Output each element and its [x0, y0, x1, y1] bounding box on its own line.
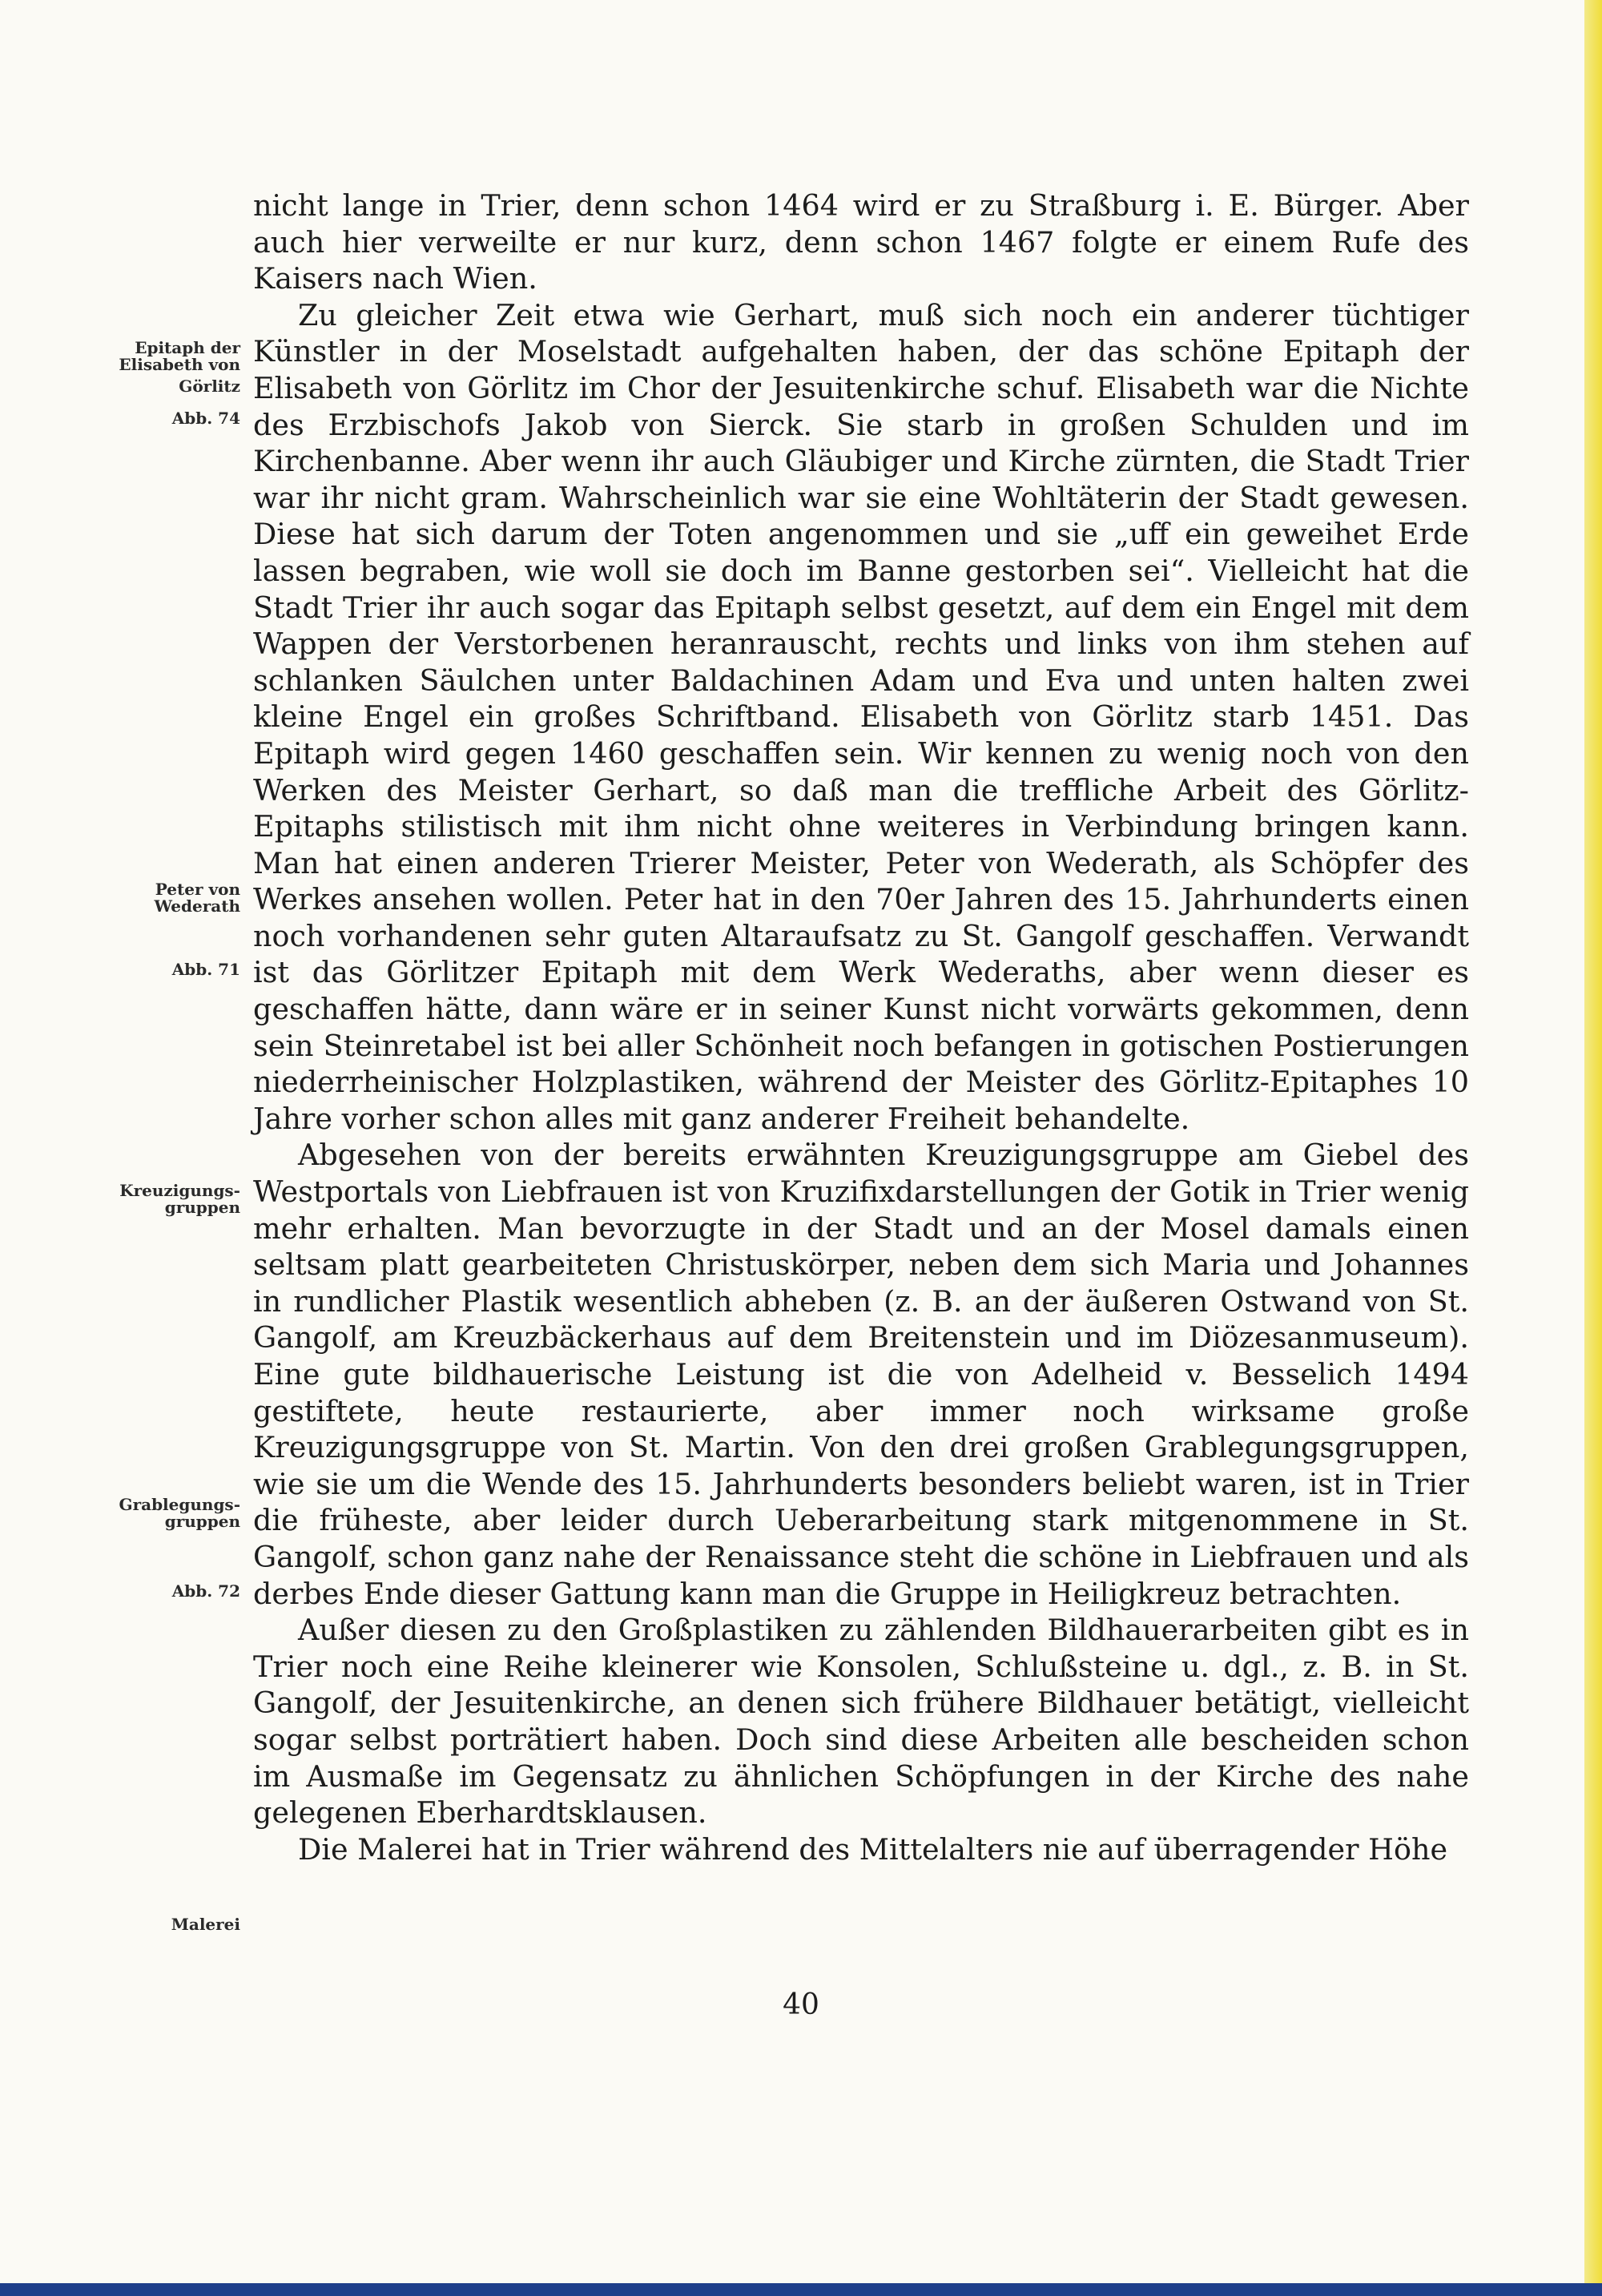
margin-note-abb-71: Abb. 71	[171, 960, 240, 979]
margin-note-peter-von-wederath	[154, 881, 240, 915]
margin-note-malerei: Malerei	[171, 1915, 240, 1934]
margin-note-line: Epitaph der	[135, 338, 240, 357]
margin-note-abb-72: Abb. 72	[171, 1581, 240, 1601]
paragraph-2: Zu gleicher Zeit etwa wie Gerhart, muß sich noch ein anderer tüchtiger Künstler in der Moselstadt aufgehalten haben, der das schöne Epitaph der Elisabeth von Görlitz im Chor der Jesuitenkirche schuf. Elisabeth war die Nichte des Erzbischofs Jakob von Sierck. Sie starb in großen Schulden und im Kirchenbanne. Aber wenn ihr auch Gläubiger und Kirche zürnten, die Stadt Trier war ihr nicht gram. Wahrscheinlich war sie eine Wohltäterin der Stadt gewesen. Diese hat sich darum der Toten angenommen und sie „uff ein geweihet Erde lassen begraben, wie woll sie doch im Banne gestorben sei“. Vielleicht hat die Stadt Trier ihr auch sogar das Epitaph selbst gesetzt, auf dem ein Engel mit dem Wappen der Verstorbenen heranrauscht, rechts und links von ihm stehen auf schlanken Säulchen unter Baldachinen Adam und Eva und unten halten zwei kleine Engel ein großes Schriftband. Elisabeth von Görlitz starb 1451. Das Epitaph wird gegen 1460 geschaffen sein. Wir kennen zu wenig noch von den Werken des Meister Gerhart, so daß man die treffliche Arbeit des Görlitz-Epitaphs stilistisch mit ihm nicht ohne weiteres in Verbindung bringen kann. Man hat einen anderen Trierer Meister, Peter von Wederath, als Schöpfer des Werkes ansehen wollen. Peter hat in den 70er Jahren des 15. Jahrhunderts einen noch vorhandenen sehr guten Altaraufsatz zu St. Gangolf geschaffen. Verwandt ist das Görlitzer Epitaph mit dem Werk Wederaths, aber wenn dieser es geschaffen hätte, dann wäre er in seiner Kunst nicht vorwärts gekommen, denn sein Steinretabel ist bei aller Schönheit noch befangen in gotischen Postierungen niederrheinischer Holzplastiken, während der Meister des Görlitz-Epitaphes 10 Jahre vorher schon alles mit ganz anderer Freiheit behandelte.	[253, 297, 1469, 1136]
margin-note-epitaph	[119, 340, 240, 395]
page-edge	[1584, 0, 1602, 2296]
margin-note-abb-74: Abb. 74	[171, 409, 240, 428]
paragraph-5: Die Malerei hat in Trier während des Mittelalters nie auf überragender Höhe	[298, 1831, 1448, 1867]
margin-note-line: gruppen	[164, 1198, 240, 1217]
scan-bottom-band	[0, 2283, 1602, 2296]
body-text	[253, 187, 1469, 1867]
margin-note-grablegungsgruppen	[119, 1496, 241, 1530]
margin-note-line: Wederath	[154, 896, 240, 916]
margin-note-line: Görlitz	[179, 377, 240, 396]
margin-note-line: Elisabeth von	[119, 355, 240, 374]
margin-note-line: Grablegungs-	[119, 1495, 240, 1514]
margin-note-kreuzigungsgruppen	[119, 1182, 240, 1216]
page-number: 40	[783, 1988, 819, 2021]
paragraph-1: nicht lange in Trier, denn schon 1464 wird er zu Straßburg i. E. Bürger. Aber auch hier verweilte er nur kurz, denn schon 1467 folgte er einem Rufe des Kaisers nach Wien.	[253, 188, 1469, 296]
paragraph-4: Außer diesen zu den Großplastiken zu zählenden Bildhauerarbeiten gibt es in Trier noch eine Reihe kleinerer wie Konsolen, Schlußsteine u. dgl., z. B. in St. Gangolf, der Jesuitenkirche, an denen sich frühere Bildhauer betätigt, vielleicht sogar selbst porträtiert haben. Doch sind diese Arbeiten alle bescheiden schon im Ausmaße im Gegensatz zu ähnlichen Schöpfungen in der Kirche des nahe gelegenen Eberhardtsklausen.	[253, 1613, 1469, 1831]
margin-note-line: gruppen	[164, 1512, 240, 1531]
margin-note-line: Kreuzigungs-	[119, 1181, 240, 1200]
margin-note-line: Peter von	[155, 880, 240, 899]
paragraph-3: Abgesehen von der bereits erwähnten Kreuzigungsgruppe am Giebel des Westportals von Liebfrauen ist von Kruzifixdarstellungen der Gotik in Trier wenig mehr erhalten. Man bevorzugte in der Stadt und an der Mosel damals einen seltsam platt gearbeiteten Christuskörper, neben dem sich Maria und Johannes in rundlicher Plastik wesentlich abheben (z. B. an der äußeren Ostwand von St. Gangolf, am Kreuzbäckerhaus auf dem Breitenstein und im Diözesanmuseum). Eine gute bildhauerische Leistung ist die von Adelheid v. Besselich 1494 gestiftete, heute restaurierte, aber immer noch wirksame große Kreuzigungsgruppe von St. Martin. Von den drei großen Grablegungsgruppen, wie sie um die Wende des 15. Jahrhunderts besonders beliebt waren, ist in Trier die früheste, aber leider durch Ueberarbeitung stark mitgenommene in St. Gangolf, schon ganz nahe der Renaissance steht die schöne in Liebfrauen und als derbes Ende dieser Gattung kann man die Gruppe in Heiligkreuz betrachten.	[253, 1138, 1469, 1611]
